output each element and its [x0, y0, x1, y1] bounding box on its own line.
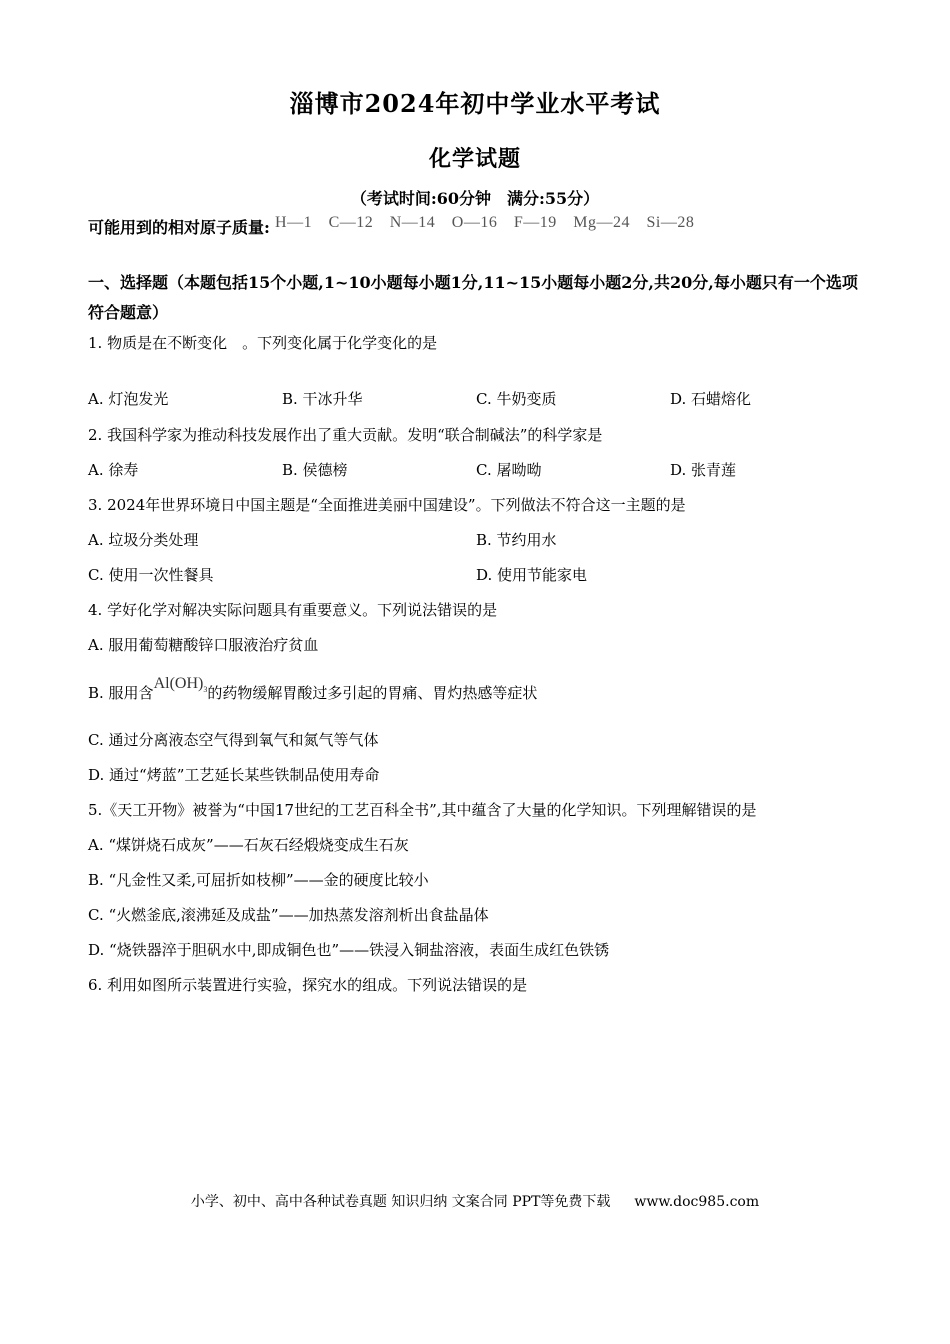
- option-a: A. 服用葡萄糖酸锌口服液治疗贫血: [88, 636, 319, 654]
- option-d: D. 通过“烤蓝”工艺延长某些铁制品使用寿命: [88, 766, 380, 784]
- atomic-mass-line: [88, 215, 694, 238]
- option-c: C. 屠呦呦: [476, 461, 542, 479]
- footer-url[interactable]: www.doc985.com: [634, 1194, 760, 1210]
- question-stem: 2. 我国科学家为推动科技发展作出了重大贡献。发明“联合制碱法”的科学家是: [88, 426, 603, 444]
- question-stem: 3. 2024年世界环境日中国主题是“全面推进美丽中国建设”。下列做法不符合这一主题的是: [88, 496, 686, 514]
- exam-title: 淄博市2024年初中学业水平考试: [289, 89, 661, 118]
- option-c: C. 牛奶变质: [476, 390, 557, 408]
- footer-text: 小学、初中、高中各种试卷真题 知识归纳 文案合同 PPT等免费下载: [190, 1194, 611, 1210]
- option-d: D. 使用节能家电: [476, 566, 588, 584]
- option-a: A. 垃圾分类处理: [88, 531, 199, 549]
- option-a: A. 灯泡发光: [88, 390, 169, 408]
- option-b-prefix: B. 服用含: [88, 684, 154, 702]
- question-stem: 1. 物质是在不断变化 。下列变化属于化学变化的是: [88, 334, 438, 352]
- option-c: C. 通过分离液态空气得到氧气和氮气等气体: [88, 731, 379, 749]
- question-stem: 5.《天工开物》被誉为“中国17世纪的工艺百科全书”,其中蕴含了大量的化学知识。下列理解错误的是: [88, 801, 757, 819]
- option-b: B. “凡金性又柔,可屈折如枝柳”——金的硬度比较小: [88, 871, 429, 889]
- option-c: C. 使用一次性餐具: [88, 566, 214, 584]
- exam-time-and-score: （考试时间:60分钟 满分:55分）: [350, 189, 600, 208]
- option-b: [88, 675, 538, 710]
- option-d: D. “烧铁器淬于胆矾水中,即成铜色也”——铁浸入铜盐溶液，表面生成红色铁锈: [88, 941, 610, 959]
- option-a: A. 徐寿: [88, 461, 139, 479]
- option-d: D. 石蜡熔化: [670, 390, 752, 408]
- question-stem: 4. 学好化学对解决实际问题具有重要意义。下列说法错误的是: [88, 601, 498, 619]
- subject-title: 化学试题: [428, 146, 521, 172]
- option-b: B. 节约用水: [476, 531, 557, 549]
- option-c: C. “火燃釜底,滚沸延及成盐”——加热蒸发溶剂析出食盐晶体: [88, 906, 489, 924]
- option-b-suffix: 的药物缓解胃酸过多引起的胃痛、胃灼热感等症状: [207, 684, 538, 702]
- option-b: B. 侯德榜: [282, 461, 348, 479]
- formula-main: Al(OH): [153, 675, 204, 692]
- atomic-mass-values: H—1 C—12 N—14 O—16 F—19 Mg—24 Si—28: [275, 214, 695, 231]
- option-a: A. “煤饼烧石成灰”——石灰石经煅烧变成生石灰: [88, 836, 409, 854]
- atomic-mass-label: 可能用到的相对原子质量:: [88, 218, 270, 237]
- formula-subscript: 3: [203, 685, 208, 695]
- option-b: B. 干冰升华: [282, 390, 363, 408]
- page-footer: [0, 1191, 950, 1211]
- option-d: D. 张青莲: [670, 461, 737, 479]
- question-stem: 6. 利用如图所示装置进行实验，探究水的组成。下列说法错误的是: [88, 976, 528, 994]
- section-heading: 一、选择题（本题包括15个小题,1~10小题每小题1分,11~15小题每小题2分,共20分,每小题只有一个选项符合题意）: [88, 273, 858, 322]
- chemical-formula: [153, 675, 208, 695]
